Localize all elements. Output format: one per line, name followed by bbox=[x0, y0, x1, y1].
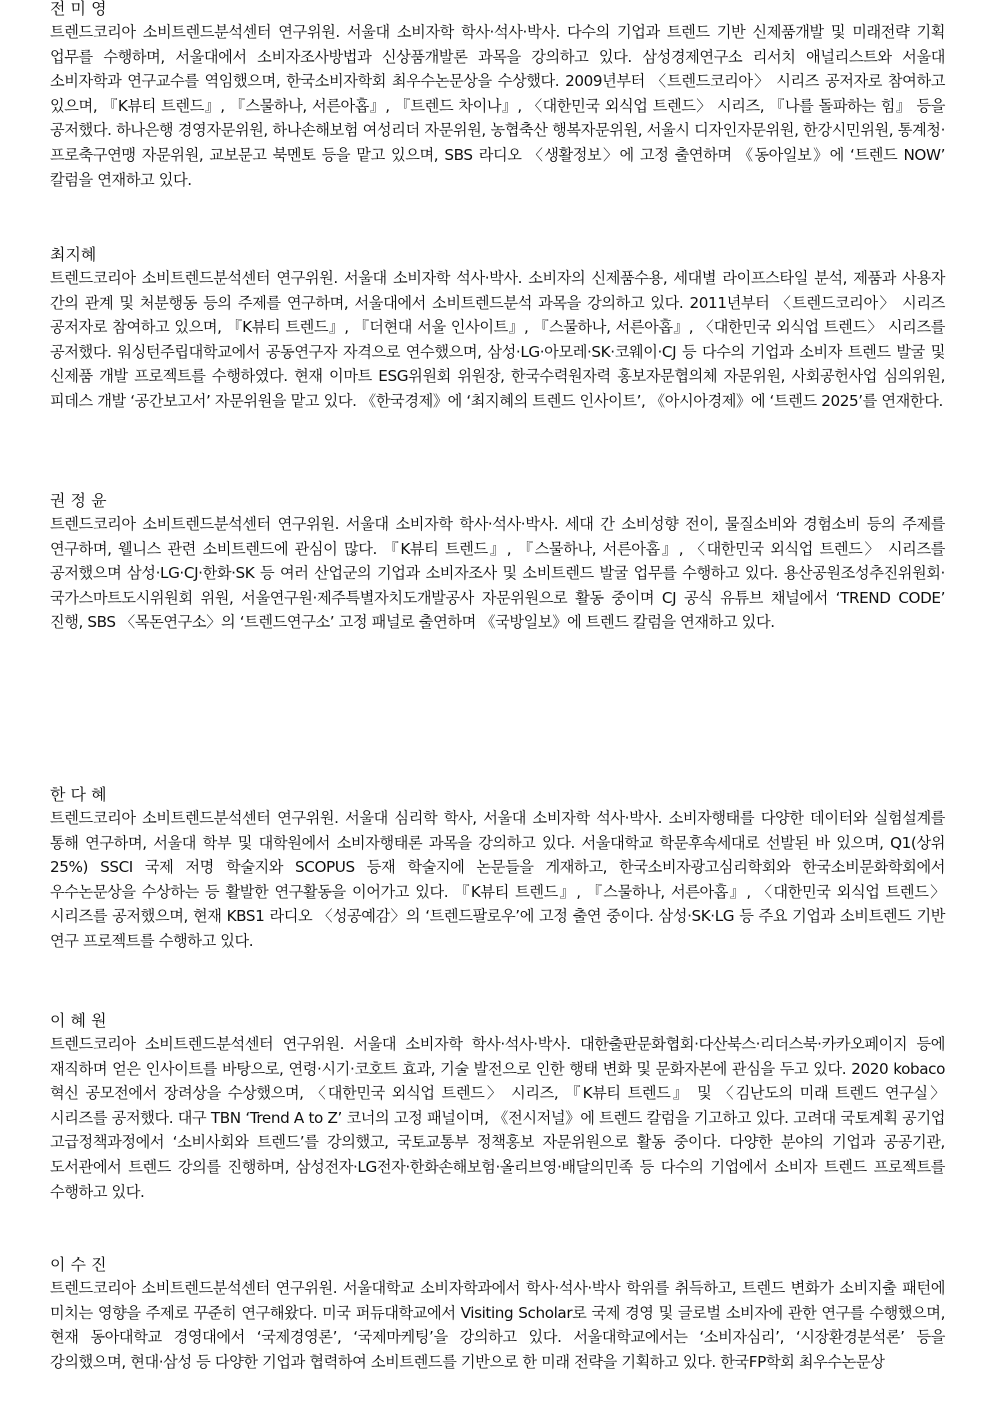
bio-text: 트렌드코리아 소비트렌드분석센터 연구위원. 서울대 소비자학 학사·석사·박사. 대한출판문화협회·다산북스·리더스북·카카오페이지 등에 재직하며 얻은 인사이트를 바탕으로, 연령·시기·코호트 효과, 기술 발전으로 인한 행태 변화 및 문화자본에 관심을 두고 있다. 2020 kobaco 혁신 공모전에서 장려상을 수상했으며, 〈대한민국 외식업 트렌드〉 시리즈, 『K뷰티 트렌드』 및 〈김난도의 미래 트렌드 연구실〉 시리즈를 공저했다. 대구 TBN ‘Trend A to Z’ 코너의 고정 패널이며, 《전시저널》에 트렌드 칼럼을 기고하고 있다. 고려대 국토계획 공기업 고급정책과정에서 ‘소비사회와 트렌드’를 강의했고, 국토교통부 정책홍보 자문위원으로 활동 중이다. 다양한 분야의 기업과 공공기관, 도서관에서 트렌드 강의를 진행하며, 삼성전자·LG전자·한화손해보험·올리브영·배달의민족 등 다수의 기업에서 소비자 트렌드 프로젝트를 수행하고 있다. bbox=[50, 1035, 945, 1201]
bio-section-kwon-jungyoon bbox=[50, 490, 945, 635]
bio-section-lee-hyewon bbox=[50, 1010, 945, 1204]
bio-name: 이 수 진 bbox=[50, 1255, 107, 1274]
bio-name: 이 혜 원 bbox=[50, 1011, 107, 1030]
bio-section-han-dahye bbox=[50, 784, 945, 954]
bio-text: 트렌드코리아 소비트렌드분석센터 연구위원. 서울대 소비자학 학사·석사·박사. 세대 간 소비성향 전이, 물질소비와 경험소비 등의 주제를 연구하며, 웰니스 관련 소비트렌드에 관심이 많다. 『K뷰티 트렌드』, 『스물하나, 서른아홉』, 〈대한민국 외식업 트렌드〉 시리즈를 공저했으며 삼성·LG·CJ·한화·SK 등 여러 산업군의 기업과 소비자조사 및 소비트렌드 발굴 업무를 수행하고 있다. 용산공원조성추진위원회·국가스마트도시위원회 위원, 서울연구원·제주특별자치도개발공사 자문위원으로 활동 중이며 CJ 공식 유튜브 채널에서 ‘TREND CODE’ 진행, SBS 〈목돈연구소〉의 ‘트렌드연구소’ 고정 패널로 출연하며 《국방일보》에 트렌드 칼럼을 연재하고 있다. bbox=[50, 515, 945, 632]
bio-name: 권 정 윤 bbox=[50, 491, 107, 510]
bio-section-lee-sujin bbox=[50, 1254, 945, 1374]
bio-text: 트렌드코리아 소비트렌드분석센터 연구위원. 서울대 소비자학 석사·박사. 소비자의 신제품수용, 세대별 라이프스타일 분석, 제품과 사용자 간의 관계 및 처분행동 등의 주제를 연구하며, 서울대에서 소비트렌드분석 과목을 강의하고 있다. 2011년부터 〈트렌드코리아〉 시리즈 공저자로 참여하고 있으며, 『K뷰티 트렌드』, 『더현대 서울 인사이트』, 『스물하나, 서른아홉』, 〈대한민국 외식업 트렌드〉 시리즈를 공저했다. 워싱턴주립대학교에서 공동연구자 자격으로 연수했으며, 삼성·LG·아모레·SK·코웨이·CJ 등 다수의 기업과 소비자 트렌드 발굴 및 신제품 개발 프로젝트를 수행하였다. 현재 이마트 ESG위원회 위원장, 한국수력원자력 홍보자문협의체 자문위원, 사회공헌사업 심의위원, 피데스 개발 ‘공간보고서’ 자문위원을 맡고 있다. 《한국경제》에 ‘최지혜의 트렌드 인사이트’, 《아시아경제》에 ‘트렌드 2025’를 연재한다. bbox=[50, 269, 945, 410]
bio-section-jeon-miyoung bbox=[50, 0, 945, 192]
bio-name: 한 다 혜 bbox=[50, 785, 107, 804]
bio-text: 트렌드코리아 소비트렌드분석센터 연구위원. 서울대 소비자학 학사·석사·박사. 다수의 기업과 트렌드 기반 신제품개발 및 미래전략 기획 업무를 수행하며, 서울대에서 소비자조사방법과 신상품개발론 과목을 강의하고 있다. 삼성경제연구소 리서치 애널리스트와 서울대 소비자학과 연구교수를 역임했으며, 한국소비자학회 최우수논문상을 수상했다. 2009년부터 〈트렌드코리아〉 시리즈 공저자로 참여하고 있으며, 『K뷰티 트렌드』, 『스물하나, 서른아홉』, 『트렌드 차이나』, 〈대한민국 외식업 트렌드〉 시리즈, 『나를 돌파하는 힘』 등을 공저했다. 하나은행 경영자문위원, 하나손해보험 여성리더 자문위원, 농협축산 행복자문위원, 서울시 디자인자문위원, 한강시민위원, 통계청·프로축구연맹 자문위원, 교보문고 북멘토 등을 맡고 있으며, SBS 라디오 〈생활정보〉에 고정 출연하며 《동아일보》에 ‘트렌드 NOW’ 칼럼을 연재하고 있다. bbox=[50, 23, 945, 189]
bio-section-choi-jihye bbox=[50, 244, 945, 414]
bio-name: 최지혜 bbox=[50, 245, 97, 264]
bio-text: 트렌드코리아 소비트렌드분석센터 연구위원. 서울대학교 소비자학과에서 학사·석사·박사 학위를 취득하고, 트렌드 변화가 소비지출 패턴에 미치는 영향을 주제로 꾸준히 연구해왔다. 미국 퍼듀대학교에서 Visiting Scholar로 국제 경영 및 글로벌 소비자에 관한 연구를 수행했으며, 현재 동아대학교 경영대에서 ‘국제경영론’, ‘국제마케팅’을 강의하고 있다. 서울대학교에서는 ‘소비자심리’, ‘시장환경분석론’ 등을 강의했으며, 현대·삼성 등 다양한 기업과 협력하여 소비트렌드를 기반으로 한 미래 전략을 기획하고 있다. 한국FP학회 최우수논문상 bbox=[50, 1279, 945, 1371]
bio-name: 전 미 영 bbox=[50, 0, 107, 18]
bio-text: 트렌드코리아 소비트렌드분석센터 연구위원. 서울대 심리학 학사, 서울대 소비자학 석사·박사. 소비자행태를 다양한 데이터와 실험설계를 통해 연구하며, 서울대 학부 및 대학원에서 소비자행태론 과목을 강의하고 있다. 서울대학교 학문후속세대로 선발된 바 있으며, Q1(상위 25%) SSCI 국제 저명 학술지와 SCOPUS 등재 학술지에 논문들을 게재하고, 한국소비자광고심리학회와 한국소비문화학회에서 우수논문상을 수상하는 등 활발한 연구활동을 이어가고 있다. 『K뷰티 트렌드』, 『스물하나, 서른아홉』, 〈대한민국 외식업 트렌드〉 시리즈를 공저했으며, 현재 KBS1 라디오 〈성공예감〉의 ‘트렌드팔로우’에 고정 출연 중이다. 삼성·SK·LG 등 주요 기업과 소비트렌드 기반 연구 프로젝트를 수행하고 있다. bbox=[50, 809, 945, 950]
